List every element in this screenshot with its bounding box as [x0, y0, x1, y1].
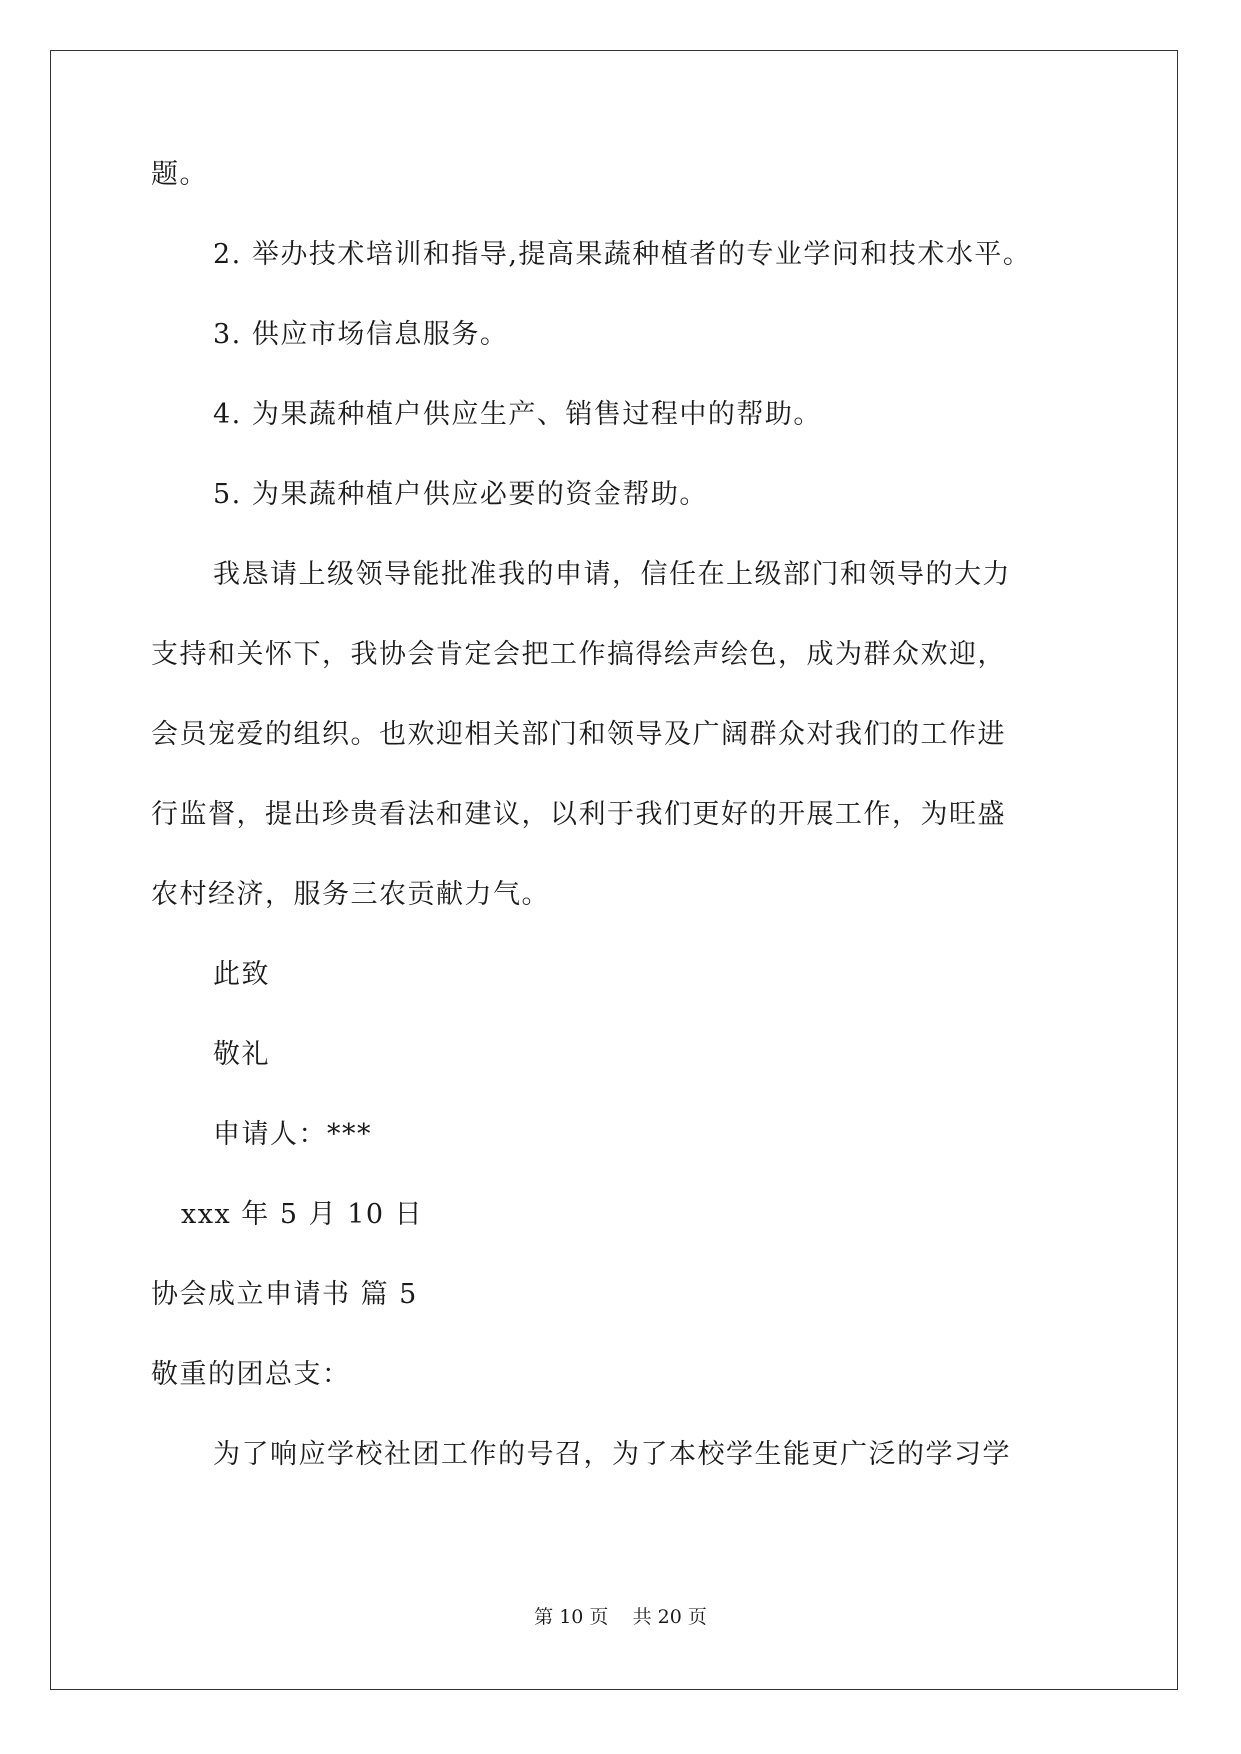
list-item-3: 3. 供应市场信息服务。 [213, 319, 509, 350]
page-footer [0, 1605, 1241, 1629]
date-line: xxx 年 5 月 10 日 [181, 1199, 424, 1230]
list-item-5: 5. 为果蔬种植户供应必要的资金帮助。 [213, 479, 708, 510]
text-line-1: 题。 [151, 159, 208, 190]
applicant-signature: 申请人：*** [213, 1119, 372, 1150]
paragraph-line-2: 支持和关怀下，我协会肯定会把工作搞得绘声绘色，成为群众欢迎， [151, 639, 1006, 670]
closing-regards: 敬礼 [213, 1039, 270, 1070]
page-number-label: 第 10 页 共 20 页 [534, 1606, 707, 1628]
paragraph-line-5: 农村经济，服务三农贡献力气。 [151, 879, 550, 910]
paragraph-line-3: 会员宠爱的组织。也欢迎相关部门和领导及广阔群众对我们的工作进 [151, 719, 1006, 750]
list-item-2: 2. 举办技术培训和指导,提高果蔬种植者的专业学问和技术水平。 [213, 239, 1032, 270]
paragraph-line-1: 我恳请上级领导能批准我的申请，信任在上级部门和领导的大力 [213, 559, 1011, 590]
section-heading: 协会成立申请书 篇 5 [151, 1279, 418, 1310]
letter-greeting: 敬重的团总支： [151, 1359, 351, 1390]
paragraph-line-4: 行监督，提出珍贵看法和建议，以利于我们更好的开展工作，为旺盛 [151, 799, 1006, 830]
list-item-4: 4. 为果蔬种植户供应生产、销售过程中的帮助。 [213, 399, 822, 430]
closing-salutation: 此致 [213, 959, 270, 990]
paragraph-line-6: 为了响应学校社团工作的号召，为了本校学生能更广泛的学习学 [213, 1439, 1011, 1470]
